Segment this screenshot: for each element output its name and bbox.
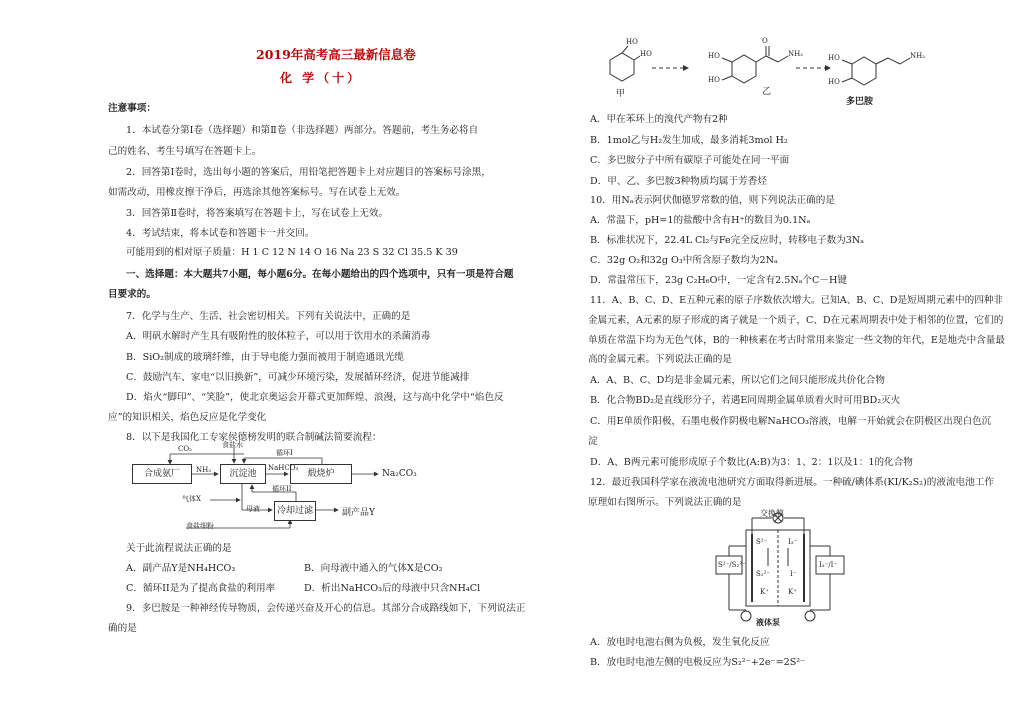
q8-option-b: B．向母液中通入的气体X是CO₂ — [304, 563, 443, 574]
atomic-masses: 可能用到的相对原子质量：H 1 C 12 N 14 O 16 Na 23 S 32 Cl 35.5 K 39 — [126, 247, 458, 258]
oh-label: HO — [626, 38, 638, 46]
q9-option-d: D．甲、乙、多巴胺3种物质均属于芳香烃 — [590, 176, 767, 187]
q11-option-c-cont: 淀 — [588, 436, 598, 447]
oh-label: HO — [828, 54, 840, 62]
q10-option-d: D．常温常压下，23g C₂H₆O中，一定含有2.5Nₐ个C－H键 — [590, 275, 847, 286]
q11-stem-cont: 单质在常温下均为无色气体，B的一种核素在考古时常用来鉴定一些文物的年代，E是地壳中含量最 — [588, 335, 1005, 346]
ion-i-label: I⁻ — [790, 570, 797, 578]
q8-stem: 8．以下是我国化工专家侯德榜发明的联合制碱法简要流程： — [126, 432, 382, 443]
left-tank-label: S²⁻/S₂²⁻ — [718, 561, 746, 569]
oh-label: HO — [708, 52, 720, 60]
q7-option-a: A．明矾水解时产生具有吸附性的胶体粒子，可以用于饮用水的杀菌消毒 — [126, 331, 431, 342]
notice-item: 己的姓名、考生号填写在答题卡上。 — [108, 146, 262, 157]
label-cycle-2: 循环II — [272, 485, 292, 493]
q9-option-a: A．甲在苯环上的溴代产物有2种 — [590, 114, 728, 125]
byproduct-y: 副产品Y — [342, 508, 375, 518]
ion-k-right-label: K⁺ — [788, 588, 797, 596]
q8-option-c: C．循环II是为了提高食盐的利用率 — [126, 583, 276, 594]
label-nh3: NH₃ — [196, 466, 212, 474]
notice-item: 4．考试结束，将本试卷和答题卡一并交回。 — [126, 228, 315, 239]
notice-item: 1．本试卷分第Ⅰ卷（选择题）和第Ⅱ卷（非选择题）两部分。答题前，考生务必将自 — [126, 125, 479, 136]
oh-label: HO — [828, 78, 840, 86]
q11-option-c: C．用E单质作阳极，石墨电极作阴极电解NaHCO₃溶液，电解一开始就会在阴极区出现白色沉 — [590, 416, 992, 427]
flow-battery-diagram — [716, 510, 846, 628]
cooling-filtration: 冷却过滤 — [274, 501, 316, 521]
q12-stem-cont: 原理如右图所示。下列说法正确的是 — [588, 497, 742, 508]
q9-option-c: C．多巴胺分子中所有碳原子可能处在同一平面 — [590, 155, 790, 166]
label-gas-x: 气体X — [182, 495, 201, 503]
q12-option-a: A．放电时电池右侧为负极，发生氧化反应 — [590, 637, 770, 648]
oh-label: HO — [708, 76, 720, 84]
q8-option-a: A．副产品Y是NH₄HCO₃ — [126, 563, 236, 574]
section-heading: 一、选择题：本大题共7小题，每小题6分。在每小题给出的四个选项中，只有一项是符合题 — [126, 269, 514, 280]
q8-prompt: 关于此流程说法正确的是 — [126, 543, 232, 554]
q11-option-d: D．A、B两元素可能形成原子个数比(A:B)为3：1、2：1以及1：1的化合物 — [590, 457, 913, 468]
ion-i3-label: I₃⁻ — [788, 538, 798, 546]
q11-stem-cont: 金属元素，A元素的原子形成的离子就是一个质子，C、D在元素周期表中处于相邻的位置，它们的 — [588, 315, 1004, 326]
right-tank-label: I₃⁻/I⁻ — [819, 561, 838, 569]
q7-option-c: C．鼓励汽车、家电“以旧换新”，可减少环境污染，发展循环经济，促进节能减排 — [126, 372, 470, 383]
q12-stem: 12．最近我国科学家在液流电池研究方面取得新进展。一种硫/碘体系(KI/K₂S₂)的液流电池工作 — [590, 477, 994, 488]
compound-yi-label: 乙 — [762, 87, 772, 97]
molecule-structures — [590, 38, 930, 108]
dopamine-label: 多巴胺 — [846, 97, 874, 107]
q7-option-d: D．焰火“脚印”、“笑脸”，使北京奥运会开幕式更加辉煌、浪漫，这与高中化学中“焰色反 — [126, 392, 504, 403]
q9-option-b: B．1mol乙与H₂发生加成，最多消耗3mol H₂ — [590, 135, 788, 146]
q11-stem-cont: 高的金属元素。下列说法正确的是 — [588, 354, 732, 365]
q8-option-d: D．析出NaHCO₃后的母液中只含NH₄Cl — [304, 583, 481, 594]
calcination-furnace: 煅烧炉 — [290, 464, 352, 484]
ion-k-left-label: K⁺ — [760, 588, 769, 596]
q11-option-b: B．化合物BD₂是直线形分子，若遇E同周期金属单质着火时可用BD₂灭火 — [590, 395, 901, 406]
battery-schematic — [716, 510, 846, 628]
label-cycle-1: 循环I — [276, 449, 293, 457]
notice-item: 2．回答第Ⅰ卷时，选出每小题的答案后，用铅笔把答题卡上对应题目的答案标号涂黑， — [126, 167, 491, 178]
q7-stem: 7．化学与生产、生活、社会密切相关。下列有关说法中，正确的是 — [126, 311, 411, 322]
q9-stem-cont: 确的是 — [108, 623, 137, 634]
synthesis-ammonia-plant: 合成氨厂 — [132, 464, 192, 484]
q12-option-b: B．放电时电池左侧的电极反应为S₂²⁻+2e⁻=2S²⁻ — [590, 657, 806, 668]
subject-title: 化 学（十） — [280, 71, 363, 85]
q10-option-b: B．标准状况下，22.4L Cl₂与Fe完全反应时，转移电子数为3Nₐ — [590, 235, 864, 246]
ion-s22-label: S₂²⁻ — [756, 570, 771, 578]
compound-jia-label: 甲 — [616, 89, 626, 99]
q11-stem: 11．A、B、C、D、E五种元素的原子序数依次增大。已知A、B、C、D是短周期元素中的四种非 — [590, 295, 1004, 306]
q11-option-a: A．A、B、C、D均是非金属元素，所以它们之间只能形成共价化合物 — [590, 375, 885, 386]
label-nahco3: NaHCO₃ — [268, 464, 299, 472]
q10-option-c: C．32g O₂和32g O₃中所含原子数均为2Nₐ — [590, 255, 778, 266]
q9-stem: 9．多巴胺是一种神经传导物质，会传递兴奋及开心的信息。其部分合成路线如下，下列说法正 — [126, 603, 526, 614]
nh2-label: NH₂ — [910, 52, 926, 60]
q7-option-d-cont: 应”的知识相关，焰色反应是化学变化 — [108, 412, 267, 423]
ion-s2-label: S²⁻ — [756, 538, 768, 546]
q7-option-b: B．SiO₂制成的玻璃纤维，由于导电能力强而被用于制造通讯光缆 — [126, 352, 404, 363]
q10-stem: 10．用Nₐ表示阿伏伽德罗常数的值，则下列说法正确的是 — [590, 195, 835, 206]
nh2-label: NH₂ — [788, 50, 804, 58]
synthesis-route — [590, 38, 930, 108]
membrane-label: 交换膜 — [760, 509, 784, 518]
flow-diagram — [126, 441, 426, 532]
oh-label: HO — [640, 50, 652, 58]
precipitation-tank: 沉淀池 — [220, 464, 266, 484]
pump-label: 液体泵 — [756, 617, 780, 627]
q10-option-a: A．常温下，pH=1的盐酸中含有H⁺的数目为0.1Nₐ — [590, 215, 811, 226]
carbonyl-o-label: O — [762, 37, 768, 45]
label-salt-powder: 食盐细粉 — [186, 522, 214, 530]
exam-title: 2019年高考高三最新信息卷 — [256, 47, 416, 62]
label-salt-water: 食盐水 — [222, 441, 243, 449]
notice-item: 3．回答第Ⅱ卷时，将答案填写在答题卡上，写在试卷上无效。 — [126, 208, 389, 219]
notice-item: 如需改动，用橡皮擦干净后，再选涂其他答案标号。写在试卷上无效。 — [108, 187, 406, 198]
product-na2co3: Na₂CO₃ — [382, 469, 417, 479]
notice-heading: 注意事项： — [108, 103, 156, 114]
label-mother-liquor: 母液 — [246, 505, 260, 513]
label-co2: CO₂ — [178, 445, 192, 453]
section-heading-cont: 目要求的。 — [108, 289, 156, 300]
